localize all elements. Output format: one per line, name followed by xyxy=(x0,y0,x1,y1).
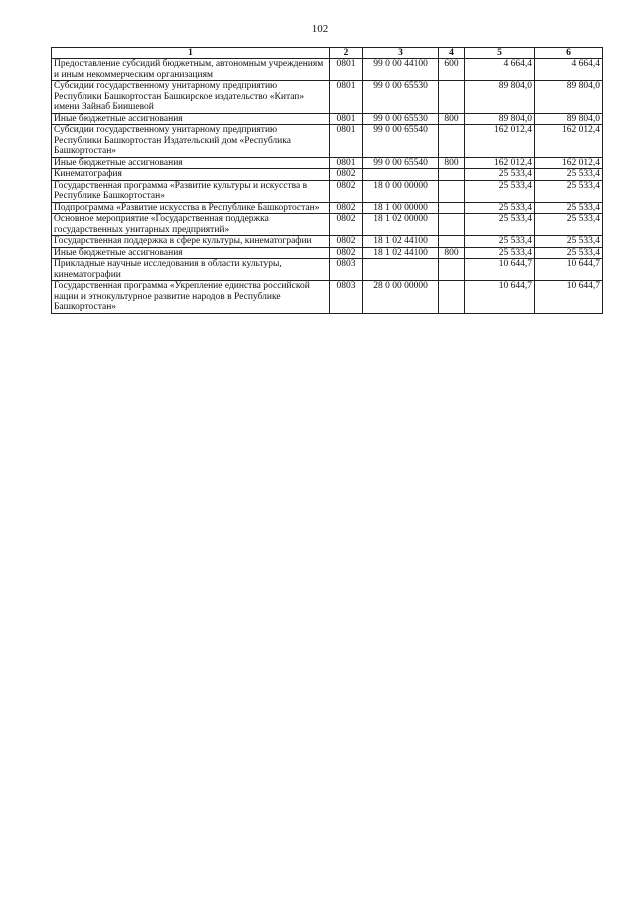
row-code: 18 1 02 00000 xyxy=(363,214,439,236)
row-type xyxy=(439,236,465,248)
row-value-6: 162 012,4 xyxy=(535,125,603,158)
row-name: Иные бюджетные ассигнования xyxy=(52,247,330,259)
row-name: Основное мероприятие «Государственная поддержка государственных унитарных предприятий» xyxy=(52,214,330,236)
column-header-4: 4 xyxy=(439,48,465,59)
row-type xyxy=(439,214,465,236)
row-value-5: 25 533,4 xyxy=(465,247,535,259)
row-name: Иные бюджетные ассигнования xyxy=(52,157,330,169)
column-header-2: 2 xyxy=(330,48,363,59)
row-section: 0802 xyxy=(330,214,363,236)
row-value-6: 162 012,4 xyxy=(535,157,603,169)
row-value-6: 25 533,4 xyxy=(535,180,603,202)
table-row xyxy=(52,214,603,236)
row-name: Государственная программа «Укрепление единства российской нации и этнокультурное развитие народов в Республике Башкортостан» xyxy=(52,281,330,314)
row-value-6: 10 644,7 xyxy=(535,259,603,281)
row-code xyxy=(363,169,439,181)
row-code: 28 0 00 00000 xyxy=(363,281,439,314)
row-value-6: 25 533,4 xyxy=(535,236,603,248)
table-row xyxy=(52,180,603,202)
row-section: 0801 xyxy=(330,81,363,114)
row-name: Предоставление субсидий бюджетным, автономным учреждениям и иным некоммерческим организациям xyxy=(52,59,330,81)
row-value-5: 10 644,7 xyxy=(465,259,535,281)
column-header-6: 6 xyxy=(535,48,603,59)
table-row xyxy=(52,169,603,181)
table-row xyxy=(52,259,603,281)
row-value-5: 4 664,4 xyxy=(465,59,535,81)
row-section: 0801 xyxy=(330,59,363,81)
row-name: Прикладные научные исследования в области культуры, кинематографии xyxy=(52,259,330,281)
row-name: Кинематография xyxy=(52,169,330,181)
table-row xyxy=(52,281,603,314)
row-name: Государственная программа «Развитие культуры и искусства в Республике Башкортостан» xyxy=(52,180,330,202)
row-value-6: 89 804,0 xyxy=(535,81,603,114)
row-section: 0801 xyxy=(330,113,363,125)
row-name: Субсидии государственному унитарному предприятию Республики Башкортостан Издательский дом «Республика Башкортостан» xyxy=(52,125,330,158)
table-row xyxy=(52,157,603,169)
row-value-6: 25 533,4 xyxy=(535,214,603,236)
row-type xyxy=(439,169,465,181)
row-code: 18 0 00 00000 xyxy=(363,180,439,202)
row-type xyxy=(439,81,465,114)
table-row xyxy=(52,59,603,81)
row-section: 0803 xyxy=(330,259,363,281)
row-type: 800 xyxy=(439,157,465,169)
table-row xyxy=(52,113,603,125)
row-name: Субсидии государственному унитарному предприятию Республики Башкортостан Башкирское издательство «Китап» имени Зайнаб Биишевой xyxy=(52,81,330,114)
row-section: 0803 xyxy=(330,281,363,314)
row-value-5: 162 012,4 xyxy=(465,125,535,158)
row-value-5: 25 533,4 xyxy=(465,169,535,181)
row-code: 18 1 02 44100 xyxy=(363,247,439,259)
row-section: 0802 xyxy=(330,247,363,259)
row-value-5: 25 533,4 xyxy=(465,202,535,214)
row-code: 18 1 00 00000 xyxy=(363,202,439,214)
row-value-5: 10 644,7 xyxy=(465,281,535,314)
row-type: 800 xyxy=(439,113,465,125)
row-value-5: 25 533,4 xyxy=(465,180,535,202)
row-value-5: 89 804,0 xyxy=(465,81,535,114)
column-header-5: 5 xyxy=(465,48,535,59)
row-value-6: 89 804,0 xyxy=(535,113,603,125)
table-row xyxy=(52,236,603,248)
row-value-6: 25 533,4 xyxy=(535,202,603,214)
row-value-5: 162 012,4 xyxy=(465,157,535,169)
row-value-6: 25 533,4 xyxy=(535,247,603,259)
row-name: Иные бюджетные ассигнования xyxy=(52,113,330,125)
row-code: 99 0 00 65530 xyxy=(363,81,439,114)
row-value-5: 89 804,0 xyxy=(465,113,535,125)
table-row xyxy=(52,125,603,158)
table-row xyxy=(52,247,603,259)
row-value-5: 25 533,4 xyxy=(465,214,535,236)
row-code: 99 0 00 65540 xyxy=(363,157,439,169)
table-row xyxy=(52,202,603,214)
row-value-6: 10 644,7 xyxy=(535,281,603,314)
row-type xyxy=(439,259,465,281)
row-code: 99 0 00 44100 xyxy=(363,59,439,81)
row-section: 0802 xyxy=(330,169,363,181)
row-type xyxy=(439,125,465,158)
row-type xyxy=(439,281,465,314)
row-name: Подпрограмма «Развитие искусства в Республике Башкортостан» xyxy=(52,202,330,214)
row-code: 99 0 00 65530 xyxy=(363,113,439,125)
row-type xyxy=(439,202,465,214)
row-value-6: 4 664,4 xyxy=(535,59,603,81)
column-header-1: 1 xyxy=(52,48,330,59)
row-section: 0801 xyxy=(330,125,363,158)
column-header-3: 3 xyxy=(363,48,439,59)
row-code: 99 0 00 65540 xyxy=(363,125,439,158)
row-type: 600 xyxy=(439,59,465,81)
row-code xyxy=(363,259,439,281)
table-row xyxy=(52,81,603,114)
row-section: 0802 xyxy=(330,202,363,214)
page-number: 102 xyxy=(311,23,329,35)
row-section: 0802 xyxy=(330,180,363,202)
row-code: 18 1 02 44100 xyxy=(363,236,439,248)
row-type xyxy=(439,180,465,202)
row-section: 0802 xyxy=(330,236,363,248)
row-type: 800 xyxy=(439,247,465,259)
table-header-row xyxy=(52,48,603,59)
row-value-6: 25 533,4 xyxy=(535,169,603,181)
row-section: 0801 xyxy=(330,157,363,169)
row-value-5: 25 533,4 xyxy=(465,236,535,248)
row-name: Государственная поддержка в сфере культуры, кинематографии xyxy=(52,236,330,248)
budget-table xyxy=(51,47,603,314)
